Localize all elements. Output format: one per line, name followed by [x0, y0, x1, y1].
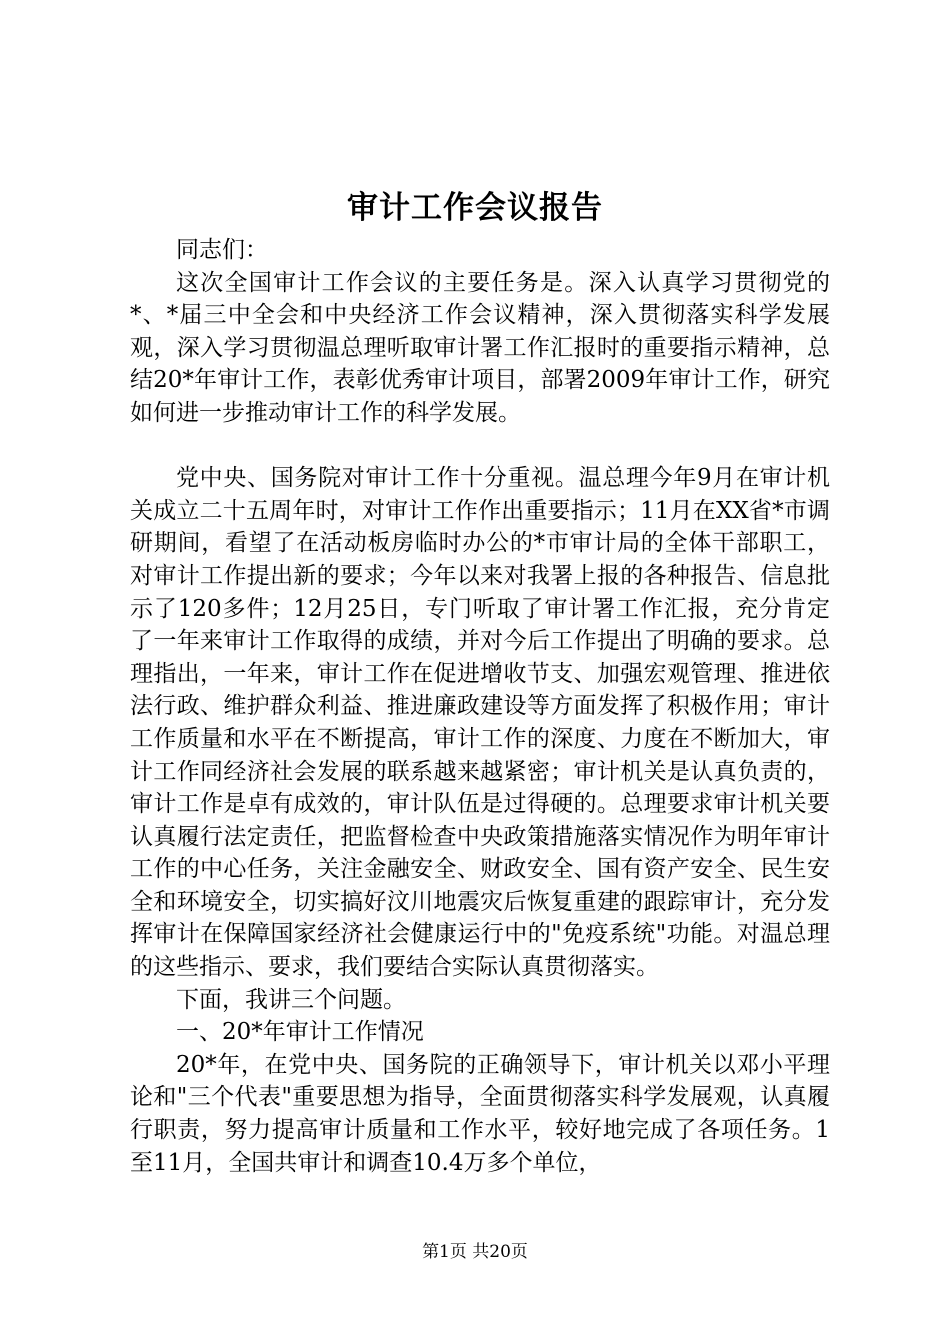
document-body: [130, 234, 830, 1179]
salutation: 同志们：: [176, 237, 268, 263]
paragraph-central-attention: 党中央、国务院对审计工作十分重视。温总理今年9月在审计机关成立二十五周年时，对审计工作作出重要指示；11月在XX省*市调研期间，看望了在活动板房临时办公的*市审计局的全体干部职工，对审计工作提出新的要求；今年以来对我署上报的各种报告、信息批示了120多件；12月25日，专门听取了审计署工作汇报，充分肯定了一年来审计工作取得的成绩，并对今后工作提出了明确的要求。总理指出，一年来，审计工作在促进增收节支、加强宏观管理、推进依法行政、维护群众利益、推进廉政建设等方面发挥了积极作用；审计工作质量和水平在不断提高，审计工作的深度、力度在不断加大，审计工作同经济社会发展的联系越来越紧密；审计机关是认真负责的，审计工作是卓有成效的，审计队伍是过得硬的。总理要求审计机关要认真履行法定责任，把监督检查中央政策措施落实情况作为明年审计工作的中心任务，关注金融安全、财政安全、国有资产安全、民生安全和环境安全，切实搞好汶川地震灾后恢复重建的跟踪审计，充分发挥审计在保障国家经济社会健康运行中的"免疫系统"功能。对温总理的这些指示、要求，我们要结合实际认真贯彻落实。: [130, 465, 830, 981]
paragraph-intro: 这次全国审计工作会议的主要任务是。深入认真学习贯彻党的*、*届三中全会和中央经济工作会议精神，深入贯彻落实科学发展观，深入学习贯彻温总理听取审计署工作汇报时的重要指示精神，总结20*年审计工作，表彰优秀审计项目，部署2009年审计工作，研究如何进一步推动审计工作的科学发展。: [130, 269, 830, 426]
page-number-footer: 第1页 共20页: [422, 1242, 528, 1262]
paragraph-three-issues: 下面，我讲三个问题。: [176, 986, 406, 1013]
paragraph-section-1: 20*年，在党中央、国务院的正确领导下，审计机关以邓小平理论和"三个代表"重要思想为指导，全面贯彻落实科学发展观，认真履行职责，努力提高审计质量和工作水平，较好地完成了各项任务。1至11月，全国共审计和调查10.4万多个单位，: [130, 1051, 830, 1176]
document-title: 审计工作会议报告: [347, 190, 603, 226]
section-heading-1: 一、20*年审计工作情况: [176, 1019, 424, 1046]
